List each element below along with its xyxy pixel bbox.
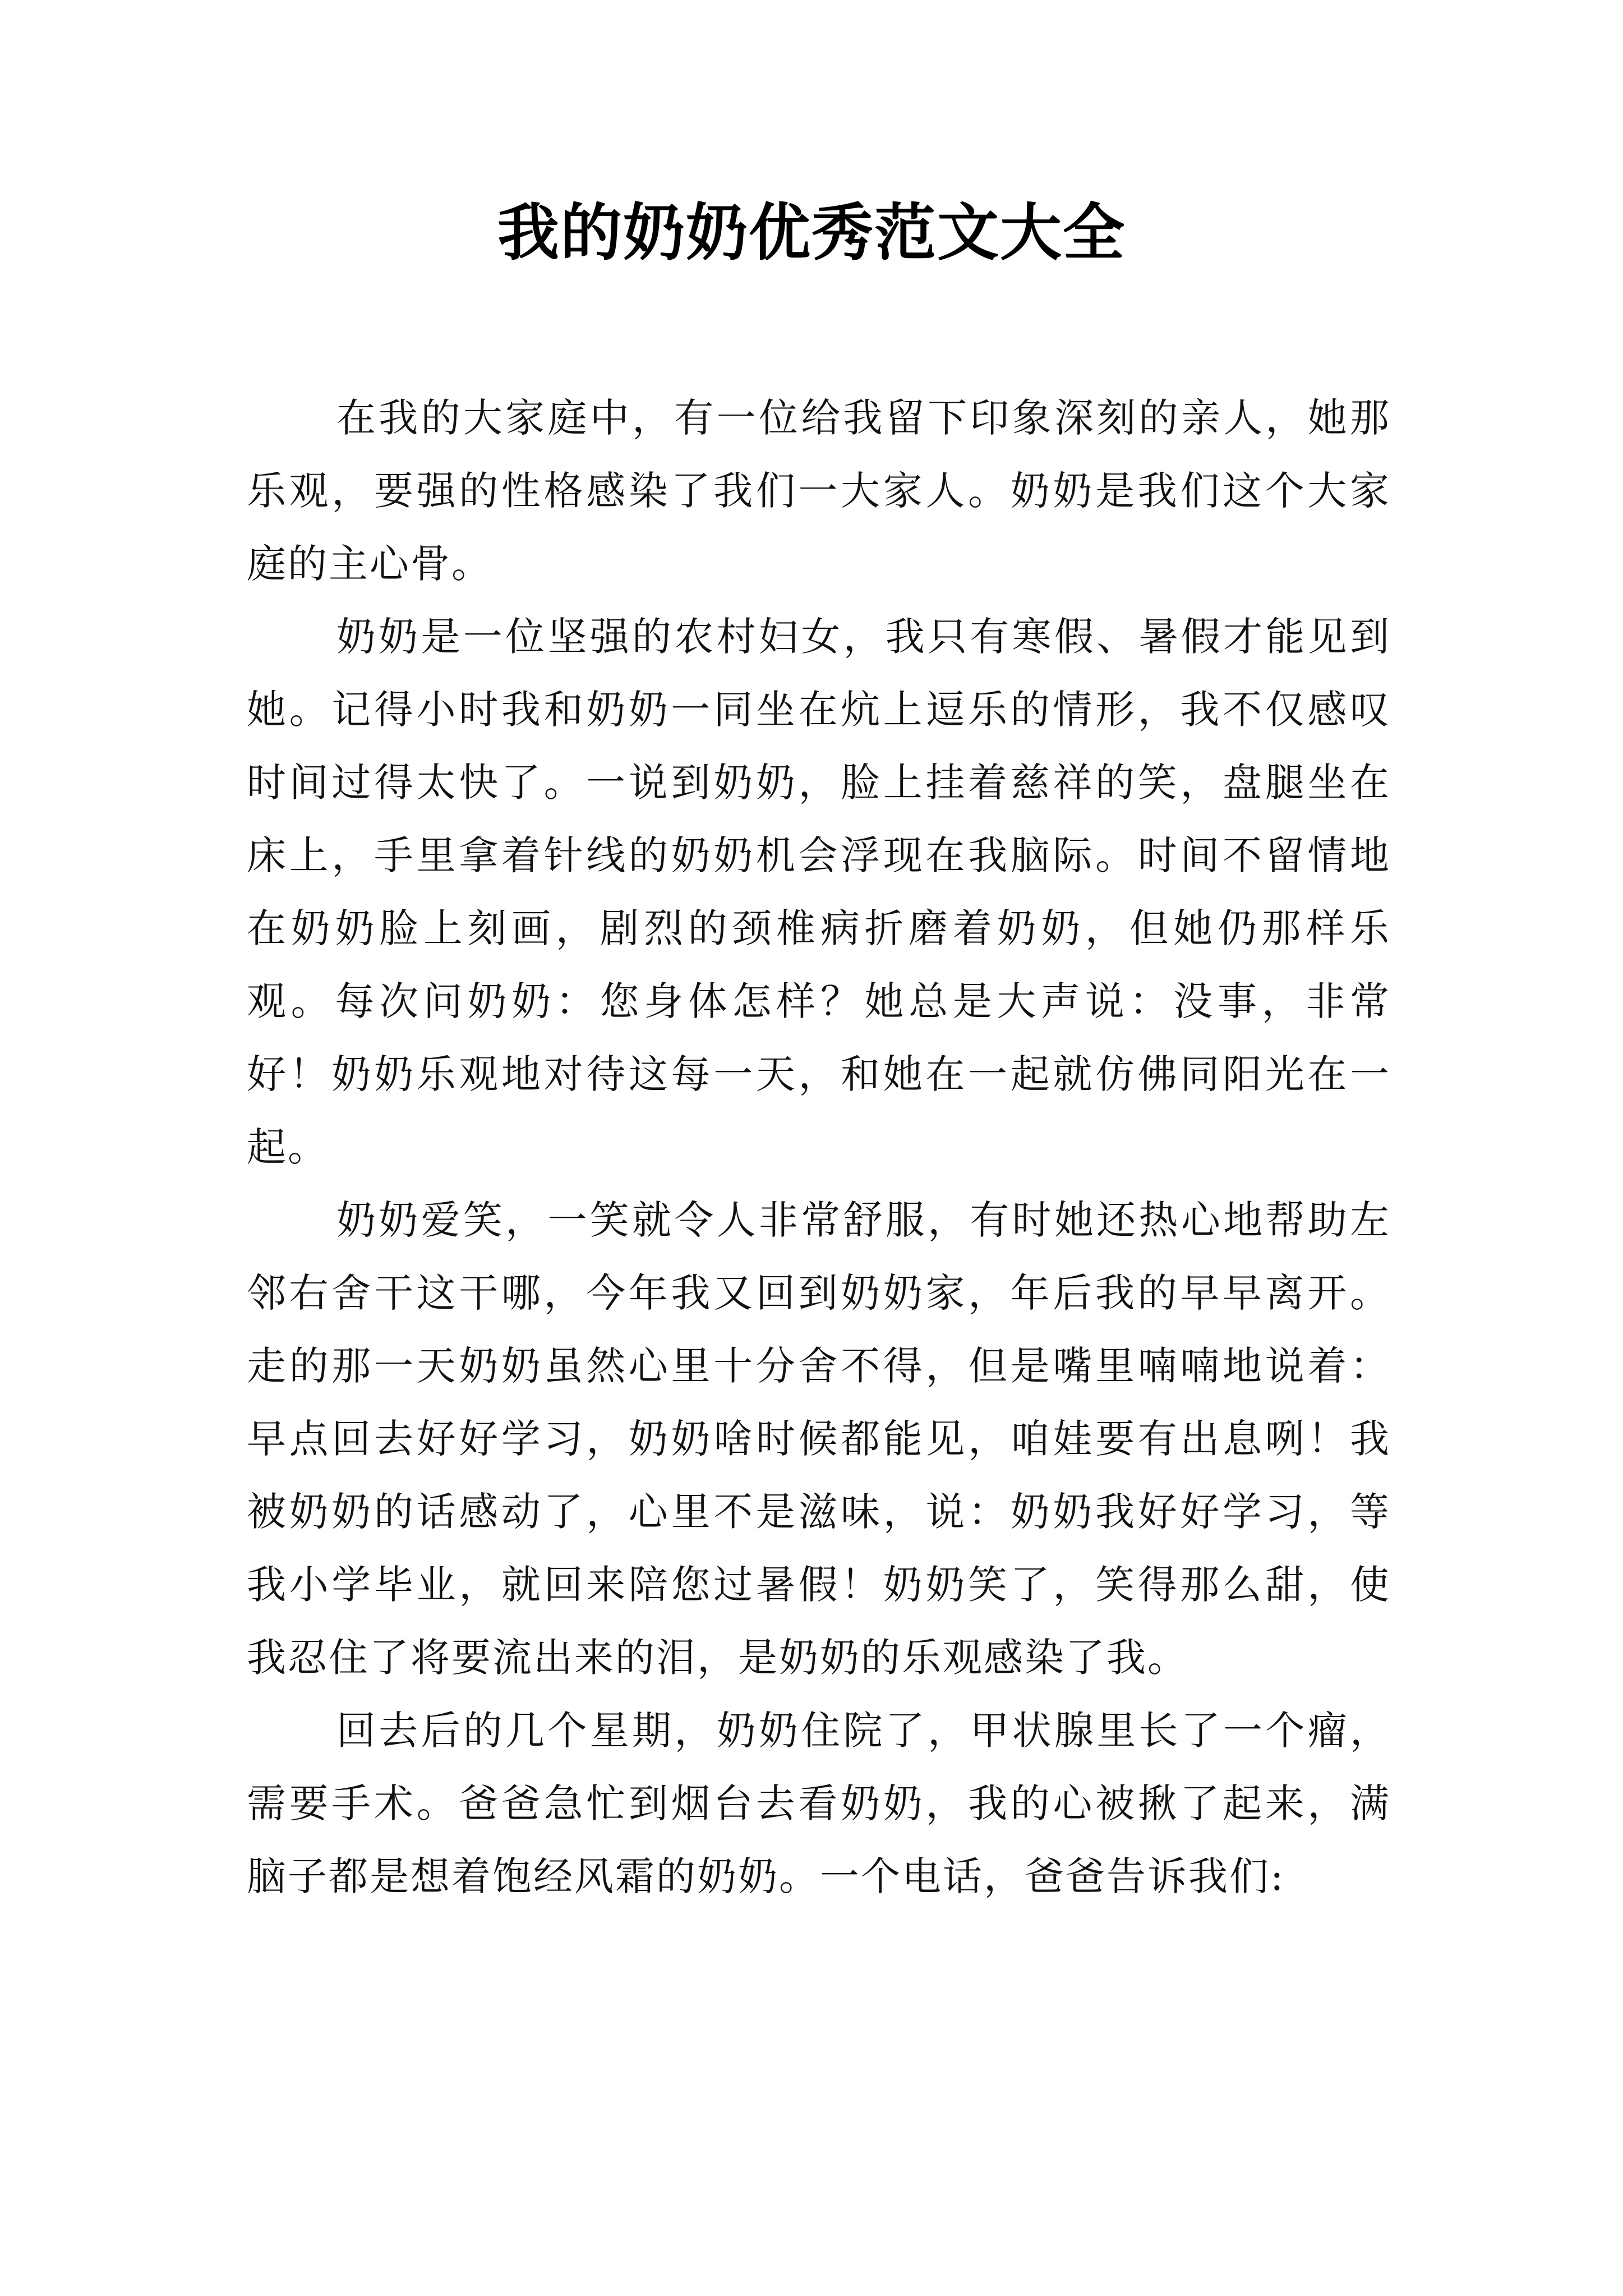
- paragraph-2: 奶奶是一位坚强的农村妇女，我只有寒假、暑假才能见到她。记得小时我和奶奶一同坐在炕上逗乐的情形，我不仅感叹时间过得太快了。一说到奶奶，脸上挂着慈祥的笑，盘腿坐在床上，手里拿着针线的奶奶机会浮现在我脑际。时间不留情地在奶奶脸上刻画，剧烈的颈椎病折磨着奶奶，但她仍那样乐观。每次问奶奶：您身体怎样？她总是大声说：没事，非常好！奶奶乐观地对待这每一天，和她在一起就仿佛同阳光在一起。: [247, 614, 1391, 1170]
- document-body: [247, 381, 1391, 1913]
- paragraph-1: 在我的大家庭中，有一位给我留下印象深刻的亲人，她那乐观，要强的性格感染了我们一大家人。奶奶是我们这个大家庭的主心骨。: [247, 395, 1391, 587]
- document-title: 我的奶奶优秀范文大全: [497, 196, 1126, 269]
- paragraph-4: 回去后的几个星期，奶奶住院了，甲状腺里长了一个瘤，需要手术。爸爸急忙到烟台去看奶奶，我的心被揪了起来，满脑子都是想着饱经风霜的奶奶。一个电话，爸爸告诉我们:: [247, 1708, 1391, 1899]
- paragraph-3: 奶奶爱笑，一笑就令人非常舒服，有时她还热心地帮助左邻右舍干这干哪，今年我又回到奶奶家，年后我的早早离开。走的那一天奶奶虽然心里十分舍不得，但是嘴里喃喃地说着：早点回去好好学习，奶奶啥时候都能见，咱娃要有出息咧！我被奶奶的话感动了，心里不是滋味，说：奶奶我好好学习，等我小学毕业，就回来陪您过暑假！奶奶笑了，笑得那么甜，使我忍住了将要流出来的泪，是奶奶的乐观感染了我。: [247, 1197, 1391, 1681]
